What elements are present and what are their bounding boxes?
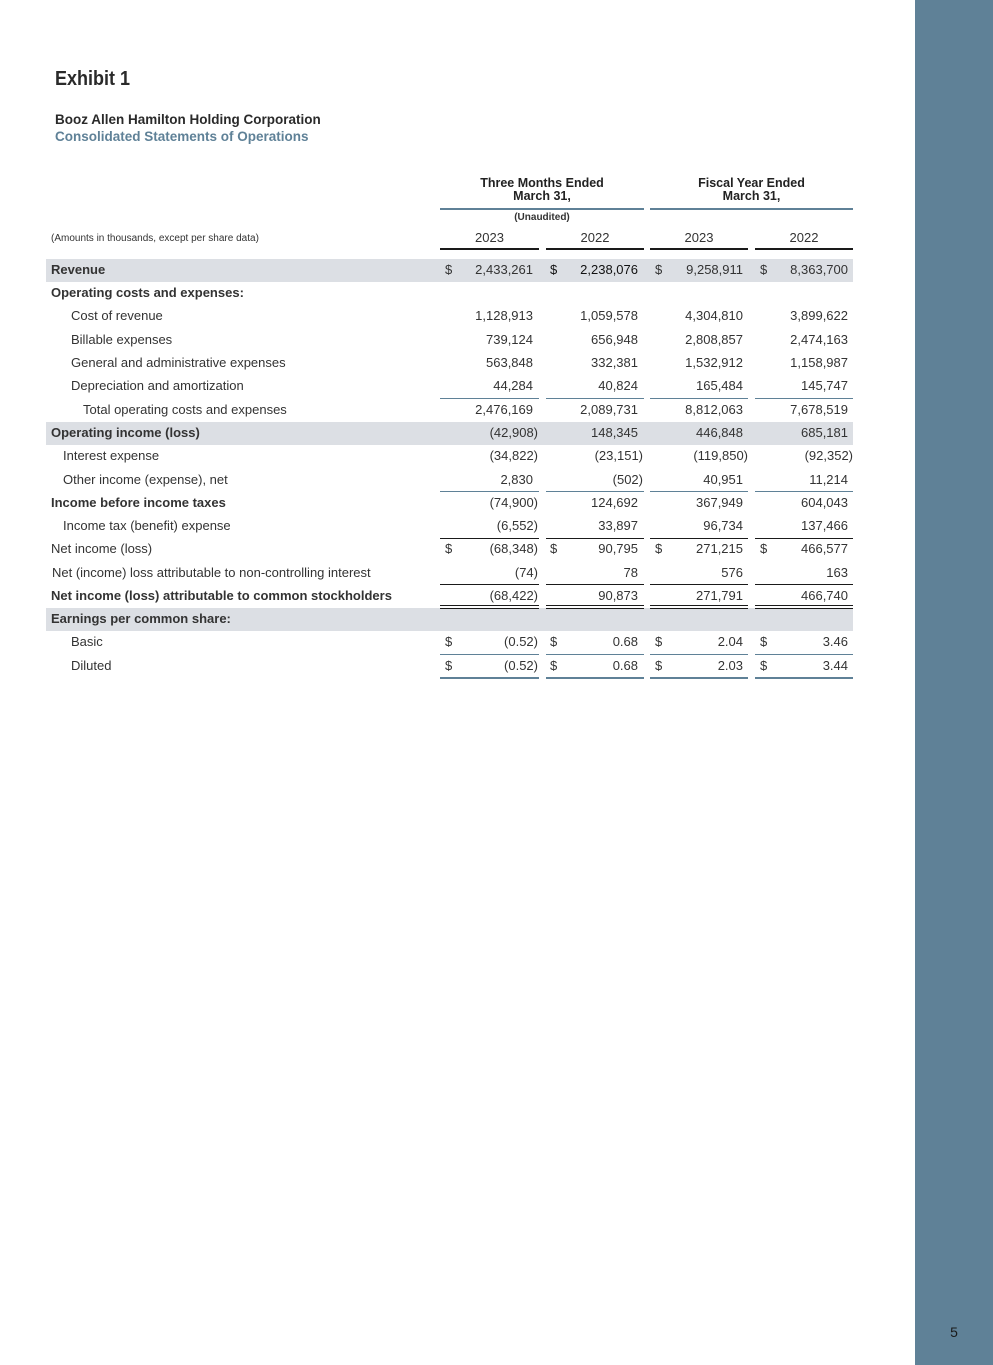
- double-rule: [650, 608, 748, 609]
- subtotal-rule: [650, 398, 748, 399]
- header-three-months: [440, 177, 644, 210]
- row-label: Depreciation and amortization: [71, 378, 244, 393]
- cell-value: 2,808,857: [685, 332, 743, 347]
- cell-value: 2,476,169: [475, 402, 533, 417]
- subtotal-rule: [755, 584, 853, 585]
- cell-value: 165,484: [696, 378, 743, 393]
- cell-value: 163: [826, 565, 848, 580]
- subtotal-rule: [546, 584, 644, 585]
- subtotal-rule: [755, 538, 853, 539]
- subtotal-rule: [546, 654, 644, 655]
- row-label: Interest expense: [63, 448, 160, 463]
- dollar-sign: $: [550, 658, 558, 673]
- row-label: Other income (expense), net: [63, 472, 228, 487]
- row-label: Total operating costs and expenses: [83, 402, 287, 417]
- cell-value: 124,692: [591, 495, 638, 510]
- dollar-sign: $: [655, 634, 663, 649]
- subtotal-rule: [755, 654, 853, 655]
- subtotal-rule: [650, 584, 748, 585]
- bottom-rule: [546, 677, 644, 679]
- cell-value: 9,258,911: [686, 262, 743, 277]
- row-label: Income tax (benefit) expense: [63, 518, 231, 533]
- header-fiscal-year: [650, 177, 853, 210]
- cell-value: 137,466: [801, 518, 848, 533]
- cell-value: 3.46: [822, 634, 848, 649]
- statement-title: Consolidated Statements of Operations: [55, 129, 309, 144]
- dollar-sign: $: [445, 634, 453, 649]
- cell-value: (0.52): [504, 634, 538, 649]
- cell-value: (119,850): [693, 448, 748, 463]
- bottom-rule: [755, 677, 853, 679]
- cell-value: 685,181: [801, 425, 848, 440]
- dollar-sign: $: [550, 541, 558, 556]
- dollar-sign: $: [760, 634, 768, 649]
- subtotal-rule: [440, 491, 539, 492]
- cell-value: 2,089,731: [580, 402, 638, 417]
- cell-value: 1,059,578: [580, 308, 638, 323]
- cell-value: 1,128,913: [475, 308, 533, 323]
- double-rule: [755, 605, 853, 606]
- double-rule: [650, 605, 748, 606]
- year-header-fy-2022: 2022: [755, 230, 853, 250]
- dollar-sign: $: [550, 262, 558, 277]
- dollar-sign: $: [445, 262, 453, 277]
- double-rule: [546, 605, 644, 606]
- cell-value: 90,873: [598, 588, 638, 603]
- row-label: Diluted: [71, 658, 112, 673]
- cell-value: 271,215: [696, 541, 743, 556]
- cell-value: 604,043: [801, 495, 848, 510]
- row-label: Operating income (loss): [51, 425, 200, 440]
- cell-value: (502): [612, 472, 643, 487]
- dollar-sign: $: [655, 541, 663, 556]
- year-header-q-2023: 2023: [440, 230, 539, 250]
- cell-value: (42,908): [489, 425, 538, 440]
- cell-value: 8,812,063: [685, 402, 743, 417]
- dollar-sign: $: [760, 262, 768, 277]
- subtotal-rule: [650, 654, 748, 655]
- cell-value: 11,214: [809, 472, 848, 487]
- company-name: Booz Allen Hamilton Holding Corporation: [55, 112, 321, 127]
- amounts-note: (Amounts in thousands, except per share data): [51, 233, 259, 244]
- cell-value: 563,848: [486, 355, 533, 370]
- cell-value: (23,151): [594, 448, 643, 463]
- cell-value: 1,158,987: [790, 355, 848, 370]
- dollar-sign: $: [760, 541, 768, 556]
- cell-value: (0.52): [504, 658, 538, 673]
- cell-value: 271,791: [696, 588, 743, 603]
- cell-value: (6,552): [496, 518, 538, 533]
- cell-value: 3,899,622: [790, 308, 848, 323]
- row-label: Income before income taxes: [51, 495, 226, 510]
- header-fiscal-year-line2: March 31,: [722, 189, 781, 203]
- subtotal-rule: [755, 491, 853, 492]
- cell-value: 90,795: [598, 541, 638, 556]
- subtotal-rule: [546, 538, 644, 539]
- cell-value: 44,284: [493, 378, 533, 393]
- cell-value: 2,474,163: [790, 332, 848, 347]
- cell-value: 3.44: [822, 658, 848, 673]
- cell-value: 2,830: [500, 472, 533, 487]
- header-fiscal-year-line1: Fiscal Year Ended: [698, 176, 805, 190]
- cell-value: 656,948: [591, 332, 638, 347]
- side-color-bar: [915, 0, 993, 1365]
- cell-value: 40,824: [598, 378, 638, 393]
- subtotal-rule: [650, 491, 748, 492]
- dollar-sign: $: [445, 541, 453, 556]
- cell-value: 367,949: [696, 495, 743, 510]
- header-three-months-line2: March 31,: [513, 189, 571, 203]
- subtotal-rule: [440, 398, 539, 399]
- header-underline: [650, 208, 853, 210]
- row-label: Earnings per common share:: [51, 611, 231, 626]
- cell-value: 148,345: [591, 425, 638, 440]
- cell-value: 0.68: [612, 658, 638, 673]
- row-label: Net (income) loss attributable to non-controlling interest: [52, 565, 371, 580]
- dollar-sign: $: [760, 658, 768, 673]
- cell-value: 446,848: [696, 425, 743, 440]
- cell-value: 2,433,261: [475, 262, 533, 277]
- year-header-q-2022: 2022: [546, 230, 644, 250]
- cell-value: (92,352): [804, 448, 853, 463]
- cell-value: 332,381: [591, 355, 638, 370]
- cell-value: 466,740: [801, 588, 848, 603]
- bottom-rule: [440, 677, 539, 679]
- cell-value: (74): [514, 565, 538, 580]
- subtotal-rule: [650, 538, 748, 539]
- dollar-sign: $: [445, 658, 453, 673]
- double-rule: [755, 608, 853, 609]
- dollar-sign: $: [655, 262, 663, 277]
- cell-value: 145,747: [801, 378, 848, 393]
- cell-value: 33,897: [598, 518, 638, 533]
- dollar-sign: $: [655, 658, 663, 673]
- cell-value: (68,422): [489, 588, 538, 603]
- cell-value: 0.68: [612, 634, 638, 649]
- row-label: Cost of revenue: [71, 308, 163, 323]
- cell-value: (74,900): [489, 495, 538, 510]
- exhibit-title: Exhibit 1: [55, 68, 131, 90]
- row-label: General and administrative expenses: [71, 355, 286, 370]
- subtotal-rule: [546, 491, 644, 492]
- header-underline: [440, 208, 644, 210]
- cell-value: 1,532,912: [685, 355, 743, 370]
- cell-value: 96,734: [703, 518, 743, 533]
- subtotal-rule: [546, 398, 644, 399]
- row-label: Net income (loss) attributable to common stockholders: [51, 588, 392, 603]
- header-three-months-line1: Three Months Ended: [480, 176, 604, 190]
- double-rule: [440, 605, 539, 606]
- bottom-rule: [650, 677, 748, 679]
- subtotal-rule: [440, 584, 539, 585]
- dollar-sign: $: [550, 634, 558, 649]
- page-number: 5: [950, 1324, 958, 1340]
- cell-value: 40,951: [703, 472, 743, 487]
- cell-value: 739,124: [486, 332, 533, 347]
- subtotal-rule: [755, 398, 853, 399]
- subtotal-rule: [440, 654, 539, 655]
- unaudited-note: (Unaudited): [514, 212, 570, 223]
- row-label: Billable expenses: [71, 332, 173, 347]
- row-label: Basic: [71, 634, 103, 649]
- row-label: Net income (loss): [51, 541, 153, 556]
- cell-value: 4,304,810: [685, 308, 743, 323]
- cell-value: 2.03: [717, 658, 743, 673]
- cell-value: 2.04: [717, 634, 743, 649]
- cell-value: 2,238,076: [580, 262, 638, 277]
- cell-value: 8,363,700: [790, 262, 848, 277]
- cell-value: (68,348): [489, 541, 538, 556]
- year-header-fy-2023: 2023: [650, 230, 748, 250]
- cell-value: 466,577: [801, 541, 848, 556]
- double-rule: [440, 608, 539, 609]
- cell-value: (34,822): [489, 448, 538, 463]
- row-label: Revenue: [51, 262, 106, 277]
- cell-value: 7,678,519: [790, 402, 848, 417]
- cell-value: 78: [623, 565, 638, 580]
- double-rule: [546, 608, 644, 609]
- row-label: Operating costs and expenses:: [51, 285, 244, 300]
- cell-value: 576: [721, 565, 743, 580]
- subtotal-rule: [440, 538, 539, 539]
